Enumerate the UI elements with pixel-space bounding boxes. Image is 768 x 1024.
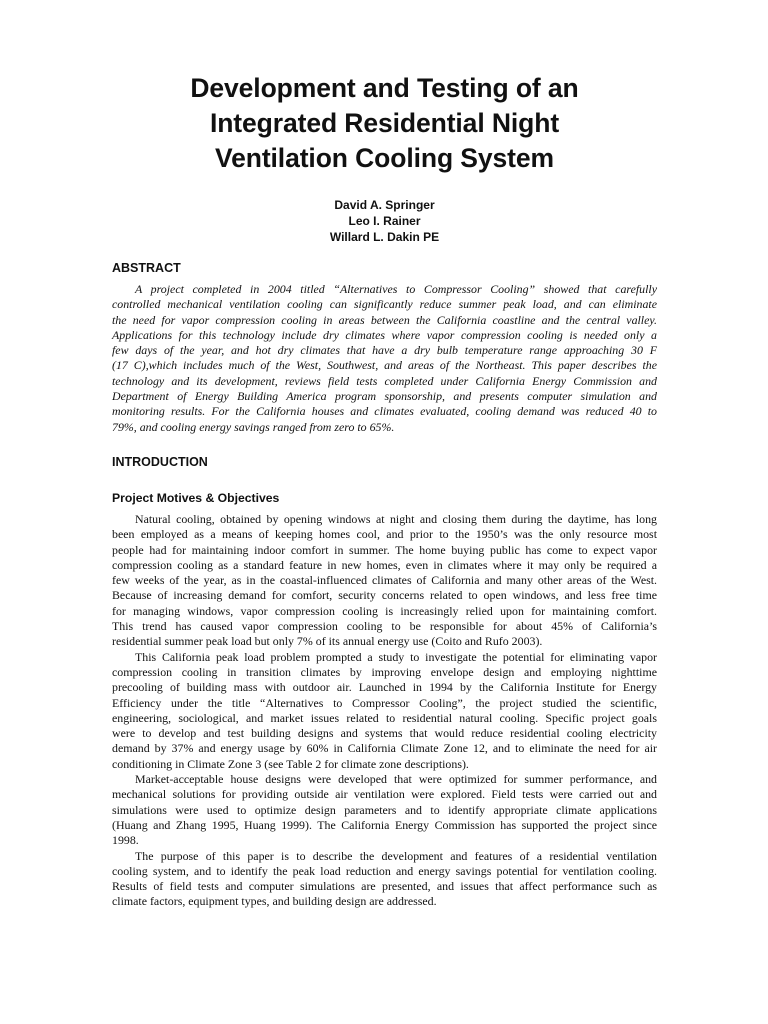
text-line: (17 C),which includes much of the West, Southwest, and areas of the Northeast. This paper describes the xyxy=(112,358,657,373)
text-line: This California peak load problem prompted a study to investigate the potential for eliminating vapor xyxy=(135,649,657,664)
text-line: Because of increasing demand for comfort, security concerns related to open windows, and less free time xyxy=(112,588,657,603)
text-line: few weeks of the year, as in the coastal-influenced climates of California and many other areas of the West. xyxy=(112,573,657,588)
body-paragraph xyxy=(112,849,657,910)
text-line: climate factors, equipment types, and building design are addressed. xyxy=(112,894,437,909)
text-line: Efficiency under the title “Alternatives to Compressor Cooling”, the project studied the scientific, xyxy=(112,695,657,710)
text-line: cooling system, and to identify the peak load reduction and energy savings potential for ventilation cooling. xyxy=(112,863,657,878)
text-line: for managing windows, vapor compression cooling is increasingly relied upon for maintaining comfort. xyxy=(112,603,657,618)
text-line: controlled mechanical ventilation cooling can significantly reduce summer peak load, and can eliminate xyxy=(112,297,657,312)
introduction-heading: INTRODUCTION xyxy=(112,454,208,469)
section-subheading: Project Motives & Objectives xyxy=(112,490,280,505)
text-line: Results of field tests and computer simulations are presented, and issues that affect performance such as xyxy=(112,879,657,894)
text-line: residential summer peak load but only 7% of its annual energy use (Coito and Rufo 2003). xyxy=(112,634,543,649)
title-line: Integrated Residential Night xyxy=(209,108,560,138)
title-line: Development and Testing of an xyxy=(190,73,579,103)
abstract-text xyxy=(112,282,657,435)
text-line: conditioning in Climate Zone 3 (see Table 2 for climate zone descriptions). xyxy=(112,756,469,771)
text-line: were to develop and test building designs and systems that would reduce residential cooling electricity xyxy=(112,726,657,741)
text-line: been employed as a means of keeping homes cool, and prior to the 1950’s was the only resource most xyxy=(112,527,657,542)
abstract-heading: ABSTRACT xyxy=(112,261,181,275)
text-line: mechanical solutions for providing outside air ventilation were explored. Field tests were carried out and xyxy=(112,787,657,802)
paper-title xyxy=(112,0,657,176)
text-line: engineering, sociological, and market issues related to residential natural cooling. Specific project goals xyxy=(112,710,657,725)
body-paragraph xyxy=(112,772,657,848)
author-list xyxy=(112,197,657,245)
text-line: demand by 37% and energy usage by 60% in California Climate Zone 12, and to eliminate the need for air xyxy=(112,741,657,756)
text-line: technology and its development, reviews field tests completed under California Energy Commission and xyxy=(112,373,657,388)
text-line: precooling of building mass with outdoor air. Launched in 1994 by the California Institute for Energy xyxy=(112,680,657,695)
author-name: David A. Springer xyxy=(334,198,435,212)
text-line: 79%, and cooling energy savings ranged from zero to 65%. xyxy=(112,419,395,434)
text-line: simulations were used to optimize design parameters and to identify appropriate climate applications xyxy=(112,802,657,817)
text-line: Department of Energy Building America program sponsorship, and presents computer simulation and xyxy=(112,389,657,404)
author-name: Leo I. Rainer xyxy=(348,214,421,228)
text-line: compression cooling as a standard feature in new homes, even in climates where it may only be required a xyxy=(112,557,657,572)
text-line: The purpose of this paper is to describe the development and features of a residential ventilation xyxy=(135,848,657,863)
text-line: compression cooling in transition climates by improving envelope design and employing nighttime xyxy=(112,664,657,679)
body-paragraph xyxy=(112,650,657,772)
paper-page xyxy=(112,0,657,910)
body-paragraph xyxy=(112,512,657,650)
text-line: people had for maintaining indoor comfort in summer. The home buying public has come to expect vapor xyxy=(112,542,657,557)
text-line: Natural cooling, obtained by opening windows at night and closing them during the daytime, has long xyxy=(135,511,657,526)
text-line: the need for vapor compression cooling in areas between the California coastline and the central valley. xyxy=(112,312,657,327)
text-line: Market-acceptable house designs were developed that were optimized for summer performance, and xyxy=(135,772,657,787)
text-line: (Huang and Zhang 1995, Huang 1999). The California Energy Commission has supported the project since xyxy=(112,817,657,832)
text-line: monitoring results. For the California houses and climates evaluated, cooling demand was reduced 40 to xyxy=(112,404,657,419)
author-name: Willard L. Dakin PE xyxy=(329,230,440,244)
text-line: Applications for this technology include dry climates where vapor compression cooling is needed only a xyxy=(112,327,657,342)
text-line: This trend has caused vapor compression cooling to be responsible for about 45% of California’s xyxy=(112,619,657,634)
text-line: 1998. xyxy=(112,833,139,848)
title-line: Ventilation Cooling System xyxy=(214,143,554,173)
text-line: A project completed in 2004 titled “Alternatives to Compressor Cooling” showed that carefully xyxy=(135,282,657,296)
text-line: few days of the year, and hot dry climates that have a dry bulb temperature range approaching 30 F xyxy=(112,343,657,358)
